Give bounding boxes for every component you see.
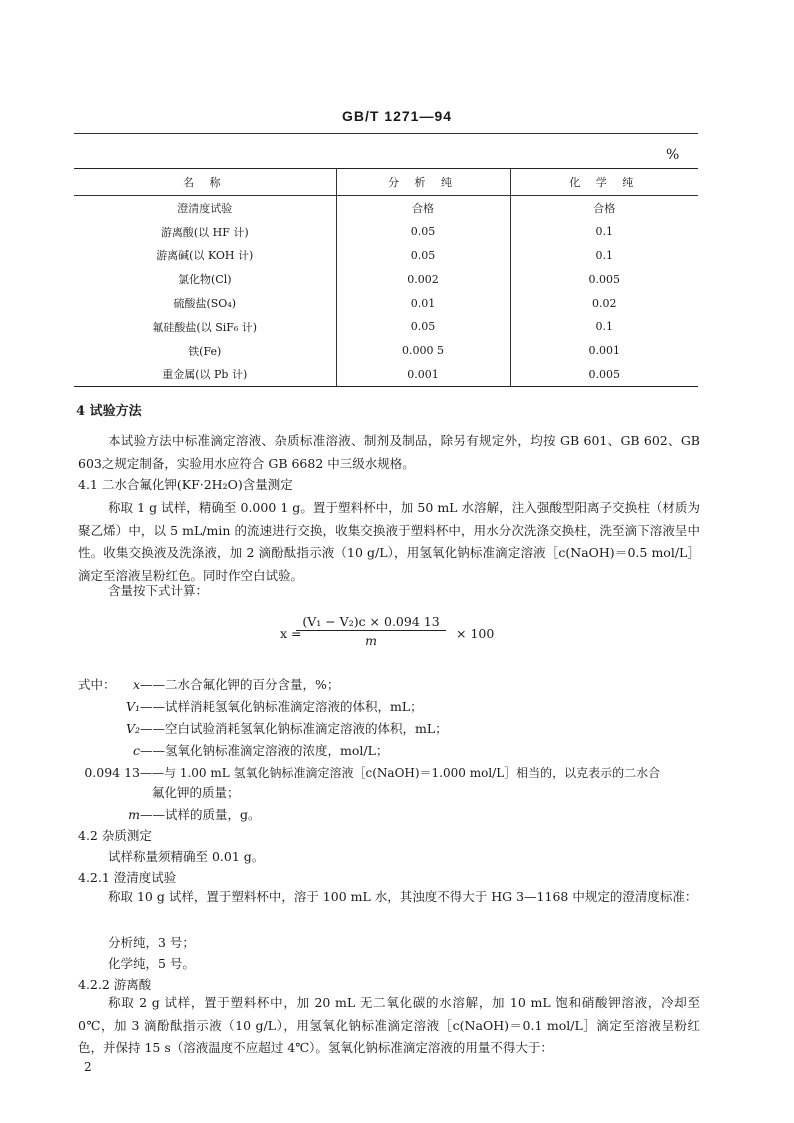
table-row (74, 315, 698, 339)
cell-item: 澄清度试验 (74, 196, 336, 220)
def-symbol: x (132, 677, 140, 692)
def-symbol: V₂ (125, 721, 140, 736)
formula-rhs: × 100 (456, 626, 495, 641)
def-text: ——与 1.00 mL 氢氧化钠标准滴定溶液［c(NaOH)＝1.000 mol/L］相当的，以克表示的二水合 (140, 766, 661, 780)
section-4-2-2-paragraph: 称取 2 g 试样，置于塑料杯中，加 20 mL 无二氧化碳的水溶解，加 10 mL 饱和硝酸钾溶液，冷却至 0℃，加 3 滴酚酞指示液（10 g/L），用氢氧化钠标准滴定溶液［c(NaOH)＝0.1 mol/L］滴定至溶液呈粉红色，并保持 15 s（溶液温度不应超过 4℃）。氢氧化钠标准滴定溶液的用量不得大于： (78, 995, 700, 1055)
where-label: 式中： (78, 677, 116, 692)
section-4-1-title: 4.1 二水合氟化钾(KF·2H₂O)含量测定 (78, 477, 293, 492)
def-symbol: m (128, 807, 140, 822)
cell-ar: 0.01 (336, 291, 510, 315)
cell-item: 硫酸盐(SO₄) (74, 291, 336, 315)
def-symbol: V₁ (125, 699, 140, 714)
cell-item: 铁(Fe) (74, 339, 336, 363)
section-4-2-1-paragraph: 称取 10 g 试样，置于塑料杯中，溶于 100 mL 水，其浊度不得大于 HG 3—1168 中规定的澄清度标准： (108, 889, 698, 904)
section-4-1-paragraph: 称取 1 g 试样，精确至 0.000 1 g。置于塑料杯中，加 50 mL 水溶解，注入强酸型阳离子交换柱（材质为聚乙烯）中，以 5 mL/min 的流速进行交换，收集交换液于塑料杯中，用水分次洗涤交换柱，洗至滴下溶液呈中性。收集交换液及洗涤液，加 2 滴酚酞指示液（10 g/L），用氢氧化钠标准滴定溶液［c(NaOH)＝0.5 mol/L］滴定至溶液呈粉红色。同时作空白试验。 (78, 500, 700, 583)
cell-item: 氯化物(Cl) (74, 267, 336, 291)
page-number: 2 (84, 1060, 92, 1074)
def-text: ——氢氧化钠标准滴定溶液的浓度，mol/L； (140, 743, 389, 758)
cell-ar: 合格 (336, 196, 510, 220)
clarity-grade-cp: 化学纯，5 号。 (108, 956, 195, 971)
def-text: ——试样消耗氢氧化钠标准滴定溶液的体积，mL； (140, 699, 423, 714)
cell-item: 游离碱(以 KOH 计) (74, 244, 336, 268)
table-row (74, 267, 698, 291)
cell-cp: 0.1 (510, 315, 698, 339)
header-rule (74, 133, 698, 134)
section-4-title: 4 试验方法 (76, 404, 142, 419)
calc-intro: 含量按下式计算： (108, 583, 209, 598)
cell-cp: 0.005 (510, 363, 698, 387)
table-row (74, 339, 698, 363)
unit-symbol: % (666, 147, 680, 163)
section-4-2-1-title: 4.2.1 澄清度试验 (78, 870, 177, 885)
section-4-2-title: 4.2 杂质测定 (78, 828, 152, 843)
cell-item: 重金属(以 Pb 计) (74, 363, 336, 387)
cell-item: 游离酸(以 HF 计) (74, 220, 336, 244)
spec-table (74, 168, 698, 387)
col-header-cp: 化 学 纯 (510, 169, 698, 196)
table-row (74, 291, 698, 315)
cell-ar: 0.002 (336, 267, 510, 291)
def-text: ——二水合氟化钾的百分含量，%； (140, 677, 340, 692)
cell-cp: 0.005 (510, 267, 698, 291)
cell-ar: 0.000 5 (336, 339, 510, 363)
section-4-paragraph: 本试验方法中标准滴定溶液、杂质标准溶液、制剂及制品，除另有规定外，均按 GB 601、GB 602、GB 603之规定制备，实验用水应符合 GB 6682 中三级水规格。 (78, 433, 700, 471)
section-4-2-2-title: 4.2.2 游离酸 (78, 977, 152, 992)
clarity-grade-ar: 分析纯，3 号； (108, 935, 195, 950)
cell-item: 氟硅酸盐(以 SiF₆ 计) (74, 315, 336, 339)
cell-cp: 0.1 (510, 244, 698, 268)
cell-ar: 0.001 (336, 363, 510, 387)
table-row (74, 220, 698, 244)
standard-header: GB/T 1271—94 (341, 108, 453, 124)
table-header-row (74, 169, 698, 196)
cell-cp: 0.02 (510, 291, 698, 315)
table-row (74, 196, 698, 220)
cell-ar: 0.05 (336, 220, 510, 244)
cell-cp: 0.1 (510, 220, 698, 244)
section-4-2-paragraph: 试样称量须精确至 0.01 g。 (108, 849, 265, 864)
def-text: ——试样的质量，g。 (140, 807, 261, 822)
def-symbol: 0.094 13 (84, 765, 140, 780)
table-row (74, 244, 698, 268)
content-formula (280, 614, 540, 654)
formula-fraction (296, 614, 446, 648)
formula-denominator: m (365, 633, 377, 648)
def-symbol: c (132, 743, 140, 758)
col-header-ar: 分 析 纯 (336, 169, 510, 196)
formula-numerator: (V₁ − V₂)c × 0.094 13 (296, 614, 446, 631)
def-text: ——空白试验消耗氢氧化钠标准滴定溶液的体积，mL； (140, 721, 448, 736)
def-text-continued: 氟化钾的质量； (152, 785, 240, 800)
table-row (74, 363, 698, 387)
cell-ar: 0.05 (336, 244, 510, 268)
cell-ar: 0.05 (336, 315, 510, 339)
cell-cp: 合格 (510, 196, 698, 220)
cell-cp: 0.001 (510, 339, 698, 363)
formula-lhs: x = (280, 626, 302, 641)
col-header-name: 名 称 (74, 169, 336, 196)
